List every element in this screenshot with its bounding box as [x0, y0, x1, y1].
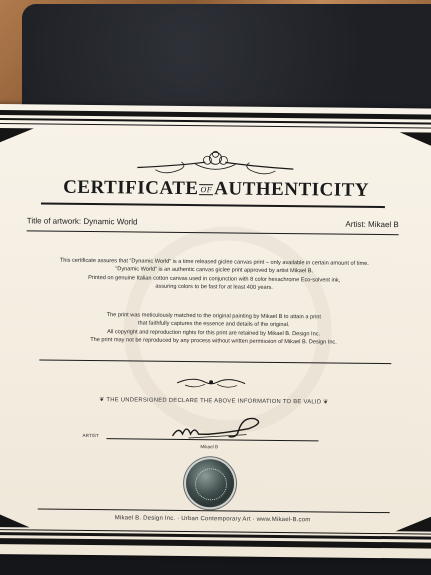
paragraph-line: This certificate assures that “Dynamic World” is a time released giclee canvas print – only available in certain amount of time.	[59, 257, 369, 267]
title-of: OF	[200, 185, 213, 195]
artist-label: ARTIST	[82, 432, 99, 439]
certificate-title	[0, 176, 431, 203]
paragraph-line: The print may not be reproduced by any process without written permission of Mikael B. Design Inc.	[90, 337, 337, 346]
signature-name: Mikael B	[200, 444, 219, 450]
title-part-1: CERTIFICATE	[63, 176, 199, 200]
declaration-text: THE UNDERSIGNED DECLARE THE ABOVE INFORMATION TO BE VALID	[106, 397, 322, 406]
footer-rule	[38, 508, 390, 513]
paragraph-line: The print was meticulously matched to the original painting by Mikael B to attain a print	[106, 312, 321, 321]
ornament-right-icon: ❦	[321, 399, 329, 406]
small-flourish-icon	[175, 374, 247, 391]
corner-ornament	[0, 128, 34, 144]
ornament-left-icon: ❦	[99, 397, 107, 404]
paragraph-line: assuring colors to be fast for at least 400 years.	[155, 283, 273, 292]
corner-ornament	[400, 132, 431, 148]
paragraph-line: that faithfully captures the essence and details of the original.	[137, 320, 290, 329]
artist-name: Artist: Mikael B	[345, 219, 399, 230]
certificate-paragraph-2	[13, 310, 413, 348]
paragraph-line: Printed on genuine Italian cotton canvas used in conjunction with 8 color hexachrome Eco-solvent ink,	[88, 274, 341, 284]
certificate-paper	[0, 104, 431, 559]
paragraph-line: “Dynamic World” is an authentic canvas giclee print approved by artist Mikael B.	[115, 266, 314, 275]
paragraph-line: All copyright and reproduction rights for this print are retained by Mikael B. Design Inc.	[107, 328, 321, 338]
footer-text: Mikael B. Design Inc. · Urban Contemporary Art · www.Mikael-B.com	[114, 515, 311, 524]
seal-ring	[195, 468, 227, 500]
signature-icon	[168, 414, 268, 443]
border-band	[0, 538, 431, 549]
artwork-title: Title of artwork: Dynamic World	[26, 216, 138, 227]
flourish-ornament-icon	[135, 145, 295, 179]
certificate-paragraph-1	[14, 256, 414, 294]
title-part-2: AUTHENTICITY	[214, 178, 370, 201]
authenticity-seal	[186, 459, 235, 508]
title-underline	[41, 202, 385, 208]
leather-folder	[22, 4, 431, 114]
